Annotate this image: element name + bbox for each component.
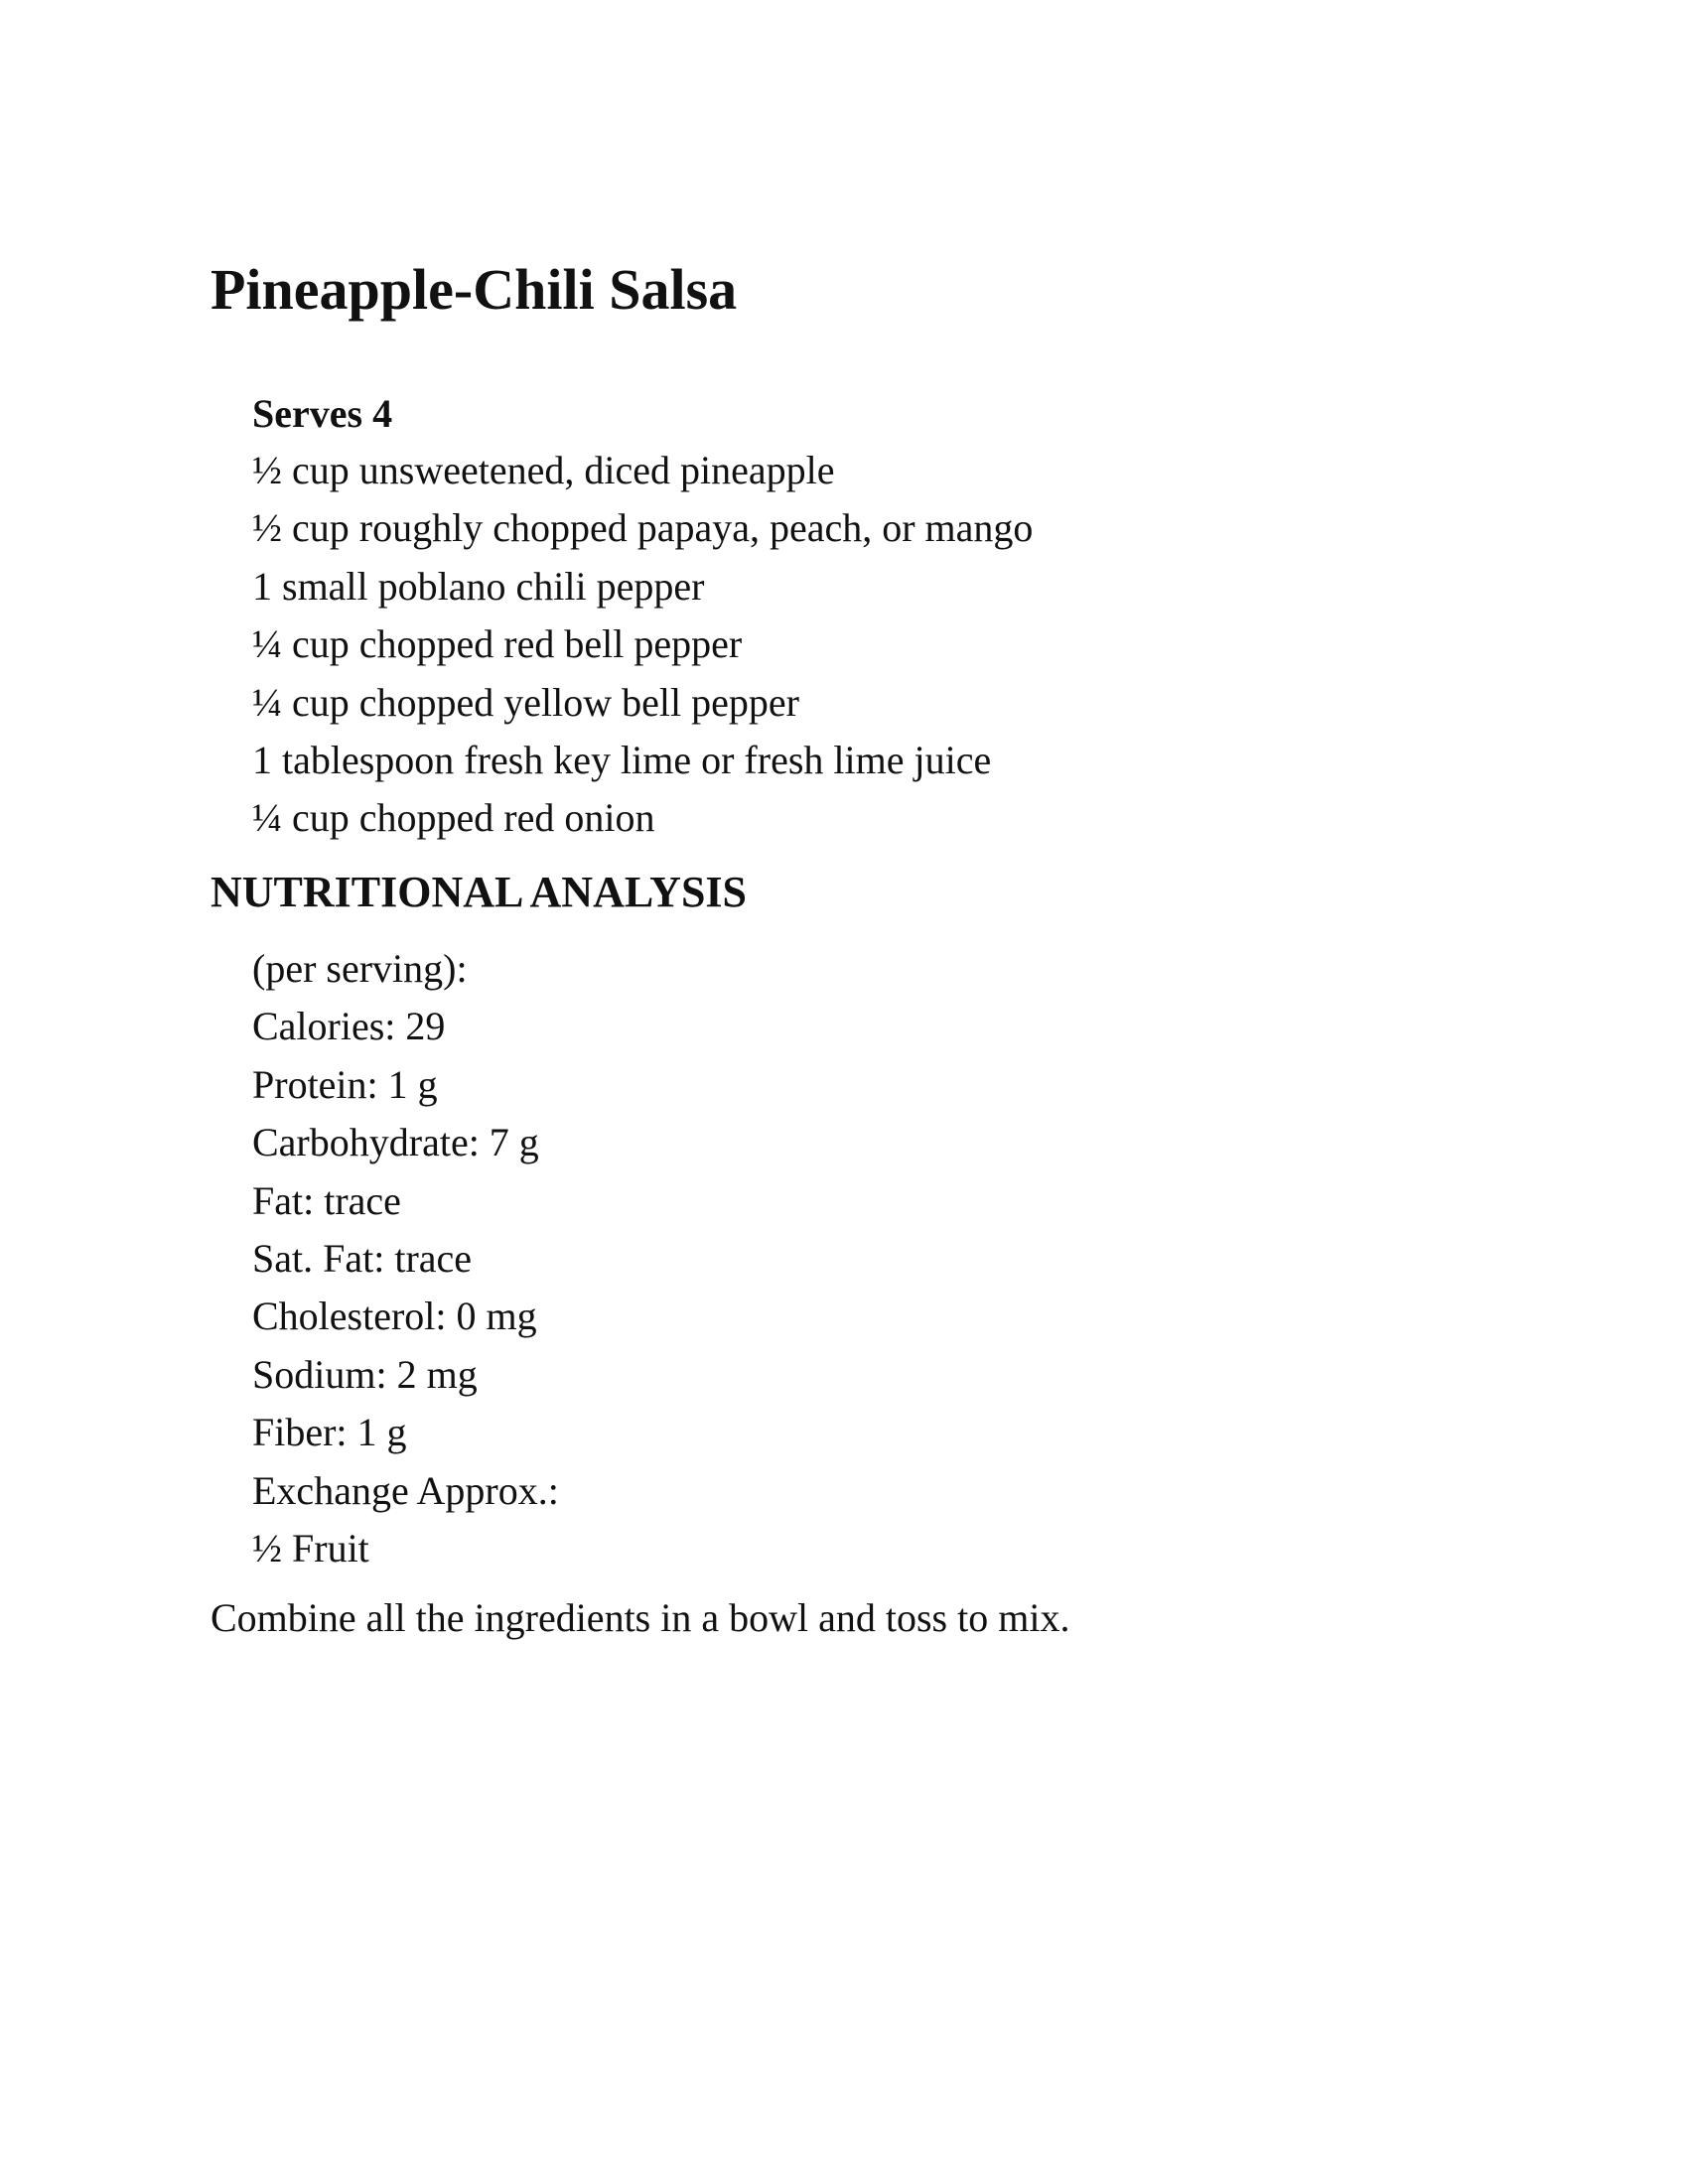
- ingredient-item: ¼ cup chopped yellow bell pepper: [252, 679, 799, 725]
- ingredient-item: ¼ cup chopped red onion: [252, 795, 655, 841]
- nutrition-item: Sodium: 2 mg: [252, 1351, 478, 1397]
- ingredient-item: ½ cup roughly chopped papaya, peach, or mango: [252, 505, 1034, 551]
- ingredient-list: [252, 442, 1033, 848]
- nutrition-item: (per serving):: [252, 946, 468, 991]
- serves-label: Serves 4: [252, 391, 393, 436]
- ingredient-item: ½ cup unsweetened, diced pineapple: [252, 448, 835, 492]
- nutrition-item: Sat. Fat: trace: [252, 1236, 473, 1282]
- nutrition-item: Fiber: 1 g: [252, 1410, 407, 1455]
- nutrition-item: Protein: 1 g: [252, 1061, 438, 1107]
- ingredient-item: ¼ cup chopped red bell pepper: [252, 621, 743, 667]
- nutrition-item: ½ Fruit: [252, 1526, 369, 1571]
- nutrition-list: [252, 940, 559, 1577]
- nutrition-item: Carbohydrate: 7 g: [252, 1120, 539, 1165]
- nutrition-heading: NUTRITIONAL ANALYSIS: [211, 868, 748, 916]
- nutrition-item: Cholesterol: 0 mg: [252, 1294, 537, 1339]
- nutrition-item: Fat: trace: [252, 1177, 401, 1223]
- instructions-text: Combine all the ingredients in a bowl and toss to mix.: [211, 1595, 1070, 1640]
- recipe-title: Pineapple-Chili Salsa: [211, 257, 738, 322]
- ingredient-item: 1 tablespoon fresh key lime or fresh lime juice: [252, 738, 992, 783]
- nutrition-item: Exchange Approx.:: [252, 1467, 559, 1513]
- ingredient-item: 1 small poblano chili pepper: [252, 563, 705, 609]
- nutrition-item: Calories: 29: [252, 1004, 446, 1049]
